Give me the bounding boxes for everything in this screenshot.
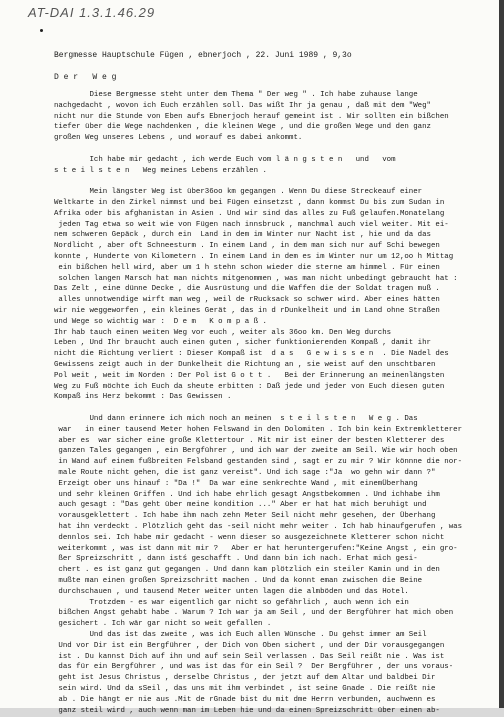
body-line: Nordlicht , aber oft Schneesturm . In einem Land , in dem man sich nur auf Schi bewegen	[54, 242, 440, 251]
body-line: mußte man einen großen Spreizschritt machen . Und da konnt eman zwischen die Beine	[54, 577, 423, 585]
body-line: hat ihn verdeckt . Plötzlich geht das -seil nicht mehr weiter . Ich hab hinaufgerufen , was	[54, 523, 463, 531]
body-line: Das Zelt , eine dünne Decke , die Ausrüstung und die Waffen die der Soldat tragen muß .	[54, 285, 440, 294]
body-line: Weg zu Fuß möchte ich Euch da sheute erbitten : Daß jede und jeder von Euch diesen guten	[54, 382, 445, 391]
body-line: durchschauen , und tausend Meter weiter unten lagen die almböden und das Hotel.	[54, 587, 409, 596]
body-line: nachgedacht , wovon ich Euch erzählen soll. Das wißt Ihr ja genau , daß mit dem "Weg"	[54, 101, 431, 110]
body-line: bißchen Angst gehabt habe . Warum ? Ich war ja am Seil , und der Bergführer hat mich oben	[54, 609, 454, 618]
body-line: ßer Spreizschritt , dann istś geschafft . Und dann bin ich nach. Erhat mich gesi-	[54, 555, 418, 564]
body-line: Ihr hab tauch einen weiten Weg vor euch , weiter als 36oo km. Den Weg durchs	[54, 328, 392, 337]
document-header-line: Bergmesse Hauptschule Fügen , ebnerjoch , 22. Juni 1989 , 9,3o	[54, 51, 352, 60]
body-line: das für ein Bergführer , und was ist das für ein Seil ? Der Bergführer , der uns voraus-	[54, 663, 454, 672]
body-line: s t e i l s t e n Weg meines Lebens erzählen .	[54, 166, 267, 175]
body-line: Weltkarte in den Zirkel nimmst und bei Fügen einsetzst , dann kommst Du bis zum Sudan in	[54, 199, 445, 207]
body-line: nicht die Richtung verliert : Dieser Kompaß ist d a s G e w i s s e n . Die Nadel des	[54, 350, 449, 359]
body-line: konnte , Hunderte von Kilometern . In einem Land in dem es im Winter nur um 12,oo h Mittag	[54, 253, 454, 261]
body-line: ganz steil wird , auch wenn man im Leben hie und da einen Spreizschritt über einen ab-	[54, 706, 440, 715]
body-line: weiterkommt , was ist dann mit mir ? Aber er hat heruntergerufen:"Keine Angst , ein gro-	[54, 544, 458, 553]
body-line: Und vor Dir ist ein Bergführer , der Dich von Oben sichert , und der Dir vorausgegangen	[54, 641, 445, 650]
body-line: wir nie weggeworfen , ein kleines Gerät , das in d rDunkelheit und im Land ohne Straßen	[54, 307, 440, 315]
document-title: D e r W e g	[54, 73, 117, 82]
body-line: Ich habe mir gedacht , ich werde Euch vom l ä n g s t e n und vom	[54, 155, 396, 164]
body-line: Und dann erinnere ich mich noch an meinen s t e i l s t e n W e g . Das	[54, 415, 418, 423]
body-line: auch gesagt : "Das geht über meine kondition ..." Aber er hat hat mich beruhigt und	[54, 501, 427, 510]
body-line: gesichert . Ich wär gar nicht so weit gefallen .	[54, 620, 272, 629]
body-line: nem schweren Gepäck , durch ein Land in dem im Winter nur Nacht ist , hie und da das	[54, 231, 431, 240]
body-line: Kompaß ins Herz bekommt : Das Gewissen .	[54, 393, 232, 402]
page-mark	[40, 29, 43, 32]
body-line	[54, 144, 500, 155]
body-line: chert . es ist ganz gut gegangen . Und dann kam plötzlich ein steiler Kamin und in den	[54, 566, 440, 575]
body-line: Trotzdem - es war eigentlich gar nicht so gefährlich , auch wenn ich ein	[54, 598, 409, 607]
body-line: Erzeigt ober uns hinauf : "Da !" Da war eine senkrechte Wand , mit einemÜberhang	[54, 479, 418, 488]
body-line: und Wege so wichtig war : D e m K o m p a ß .	[54, 317, 267, 326]
body-line: geht ist Jesus Christus , derselbe Christus , der jetzt auf dem Altar und baldbei Dir	[54, 674, 436, 683]
body-line: Pol weit , weit im Norden : Der Pol ist G o t t . Bei der Erinnerung an meinenlängsten	[54, 371, 445, 380]
body-line: war in einer tausend Meter hohen Felswand in den Dolomiten . Ich bin kein Extremkletterer	[54, 425, 463, 434]
body-line: alles unnotwendige wirft man weg , weil de rRucksack so schwer wird. Aber eines hätten	[54, 296, 440, 305]
body-line: Leben , Und Ihr braucht auch einen guten , sicher funktionierenden Kompaß , damit ihr	[54, 339, 431, 348]
archive-stamp: AT-DAI 1.3.1.46.29	[28, 5, 156, 20]
body-line: ist . Du kannst Dich auf ihn und auf sein Seil verlassen . Das Seil reißt nie . Was ist	[54, 652, 445, 661]
body-line: aber es war sicher eine große Klettertour . Mit mir ist einer der besten Kletterer des	[54, 436, 445, 445]
body-line	[54, 403, 500, 414]
body-line: solchen langen Marsch hat man nichts mitgenommen , was man nicht unbedingt gebraucht hat :	[54, 274, 458, 283]
body-line: großen Weg unseres Lebens , und worauf es dabei ankommt.	[54, 134, 303, 143]
body-line: ab . Die hängt er nie aus .Mit de rGnade bist du mit dme Herrn verbunden, auchwenn es	[54, 695, 436, 704]
body-line: vorausgeklettert . Ich habe ihm nach zehn Meter Seil nicht mehr gesehen, der Überhang	[54, 512, 436, 521]
body-line: dennlos sei. Ich habe mir gedacht - wenn dieser so ausgezeichnete Kletterer schon nicht	[54, 533, 445, 542]
body-line: jeden Tag etwa so weit wie von Fügen nach innsbruck , manchmal auch viel weiter. Mit ei-	[54, 220, 449, 229]
body-line: nicht nur die Stunde von Eben aufs Ebnerjoch herauf gemeint ist . Wir sollten ein bißchen	[54, 112, 449, 121]
body-line: in Wand auf einem fußbreiten Felsband gestanden sind , sagt er zu mir ? Wir könnne die nor-	[54, 458, 463, 467]
body-line: sein wird. Und da sSeil , das uns mit ihm verbindet , ist seine Gnade . Die reißt nie	[54, 685, 436, 693]
body-line: male Route nicht gehen, die ist ganz vereist". Und ich sage :"Ja wo gehn wir dann ?"	[54, 469, 436, 477]
scan-edge	[499, 0, 504, 708]
body-line: Gewissens zeigt auch in der Dunkelheit die Richtung an , sie weist auf den unschtbaren	[54, 361, 436, 369]
body-line: und sehr kleinen Griffen . Und ich habe ehrlich gesagt Angstbekommen . Und ichhabe ihm	[54, 490, 440, 499]
body-line: Und das ist das zweite , was ich Euch allen Wünsche . Du gehst immer am Seil	[54, 631, 427, 639]
body-line	[54, 176, 500, 187]
body-line: Afrika oder bis afghanistan in Asien . Und wir sind das alles zu Fuß gelaufen.Monatelang	[54, 209, 445, 218]
body-line: ein bißchen hell wird, aber um 1 h stehn schon wieder die sterne am himmel . Für einen	[54, 263, 440, 272]
body-line: Mein längster Weg ist über36oo km gegangen . Wenn Du diese Streckeauf einer	[54, 188, 423, 197]
body-line: Diese Bergmesse steht unter dem Thema " Der weg " . Ich habe zuhause lange	[54, 91, 418, 99]
body-line: tiefer über die Wege nachdenken , die kleinen Wege , und die großen Wege und den ganz	[54, 123, 431, 132]
body-line: ganzen Tales gegangen , ein Bergführer , und ich war der zweite am Seil. Wie wir hoch oben	[54, 447, 458, 456]
